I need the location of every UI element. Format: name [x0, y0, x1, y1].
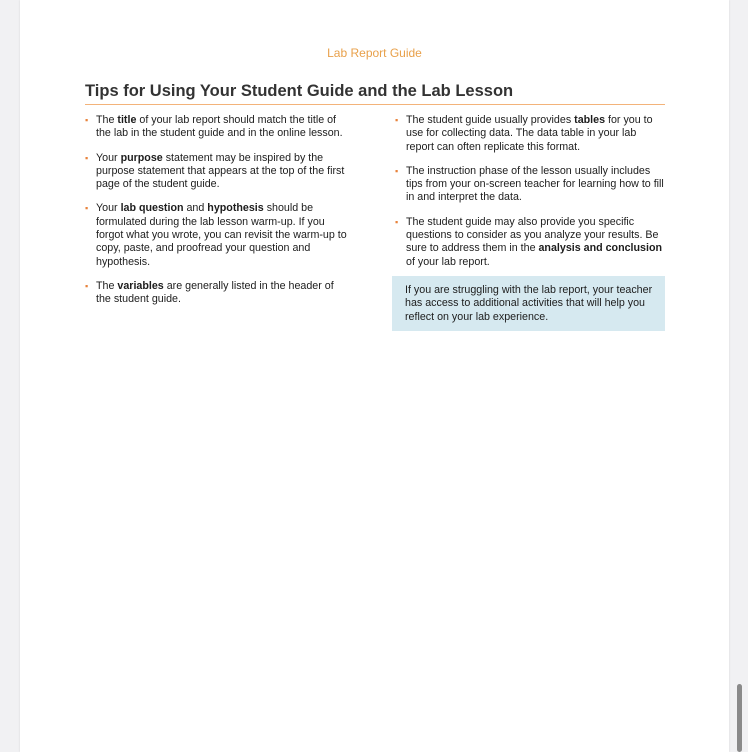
document-page	[20, 0, 729, 752]
tip-tables: ▪ The student guide usually provides tables for you to use for collecting data. The data table in your lab report can often replicate this format.	[395, 114, 653, 153]
bullet-icon: ▪	[395, 115, 399, 125]
tip-question-hypothesis: ▪ Your lab question and hypothesis should be formulated during the lab lesson warm-up. If you forgot what you wrote, you can revisit the warm-up to copy, paste, and proofread your question and hypothesis.	[85, 202, 347, 268]
bullet-icon: ▪	[85, 152, 89, 163]
running-header: Lab Report Guide	[327, 46, 422, 60]
right-tips-column	[395, 114, 667, 280]
vertical-scrollbar[interactable]	[737, 684, 742, 752]
tip-title: ▪ The title of your lab report should match the title of the lab in the student guide and in the online lesson.	[85, 114, 343, 140]
bullet-icon: ▪	[85, 203, 89, 214]
bullet-icon: ▪	[395, 216, 399, 227]
bullet-icon: ▪	[85, 280, 89, 291]
tip-variables: ▪ The variables are generally listed in the header of the student guide.	[85, 279, 334, 306]
help-callout: If you are struggling with the lab report, your teacher has access to additional activities that will help you reflect on your lab experience.	[392, 276, 665, 331]
tip-instruction-phase: ▪ The instruction phase of the lesson usually includes tips from your on-screen teacher for learning how to fill in and interpret the data.	[395, 164, 664, 204]
bullet-icon: ▪	[85, 115, 89, 125]
tip-analysis-conclusion: ▪ The student guide may also provide you specific questions to consider as you analyze your results. Be sure to address them in the analysis and conclusion of your lab report.	[395, 215, 663, 268]
tip-purpose: ▪ Your purpose statement may be inspired by the purpose statement that appears at the top of the first page of the student guide.	[85, 151, 345, 191]
bullet-icon: ▪	[395, 165, 399, 176]
left-tips-column	[85, 114, 350, 318]
section-title: Tips for Using Your Student Guide and the Lab Lesson	[85, 82, 665, 105]
